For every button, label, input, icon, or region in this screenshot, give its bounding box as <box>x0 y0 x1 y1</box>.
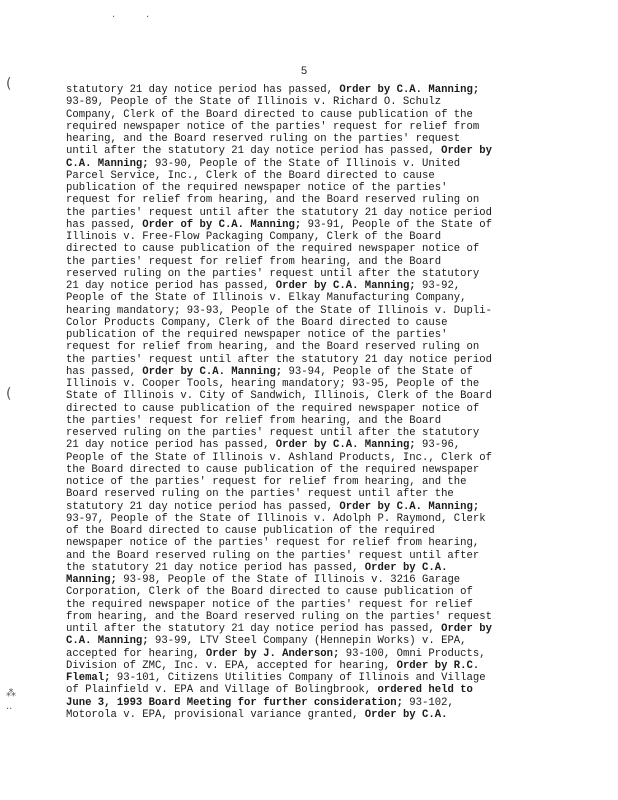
body-text: directed to cause publication of the required newspaper notice of <box>66 243 480 256</box>
order-text: Order by C.A. <box>364 708 448 721</box>
text-line <box>66 145 538 157</box>
text-line <box>66 513 538 525</box>
body-text: hearing, and the Board reserved ruling on the parties' request <box>66 133 461 145</box>
text-line <box>66 403 538 415</box>
body-text: until after the statutory 21 day notice period has passed, <box>66 145 442 158</box>
body-text: the parties' request for relief from hearing, and the Board <box>66 255 442 268</box>
body-text: 93-102, <box>402 696 454 709</box>
body-text: the parties' request until after the statutory 21 day notice period <box>66 206 492 219</box>
order-text: Manning; <box>66 574 117 586</box>
text-line <box>66 366 538 378</box>
text-line <box>66 488 538 500</box>
body-text: request for relief from hearing, and the Board reserved ruling on <box>66 194 480 207</box>
text-line <box>66 427 538 439</box>
text-line <box>66 390 538 402</box>
text-line <box>66 562 538 574</box>
text-line <box>66 476 538 488</box>
text-line <box>66 635 538 647</box>
text-line <box>66 207 538 219</box>
order-text: C.A. Manning; <box>66 157 149 170</box>
body-text: Division of ZMC, Inc. v. EPA, accepted for hearing, <box>66 659 397 672</box>
text-line <box>66 439 538 451</box>
text-line <box>66 648 538 660</box>
text-line <box>66 158 538 170</box>
body-text: 93-96, <box>415 439 461 452</box>
body-text: has passed, <box>66 365 143 378</box>
order-text: Order by C.A. Manning; <box>339 500 480 513</box>
body-text: 93-101, Citizens Utilities Company of Illinois and Village <box>110 672 486 684</box>
text-line <box>66 329 538 341</box>
body-text: required newspaper notice of the parties' request for relief from <box>66 120 480 133</box>
text-line <box>66 537 538 549</box>
order-text: ordered held to <box>377 684 473 697</box>
text-line <box>66 194 538 206</box>
text-line <box>66 378 538 390</box>
body-text: publication of the required newspaper notice of the parties' <box>66 329 448 341</box>
scan-mark: · <box>146 12 150 23</box>
text-line <box>66 84 538 96</box>
body-text: Illinois v. Free-Flow Packaging Company, Clerk of the Board <box>66 231 442 243</box>
text-line <box>66 96 538 108</box>
body-text: reserved ruling on the parties' request until after the statutory <box>66 267 480 280</box>
order-text: Order by C.A. Manning; <box>142 365 283 378</box>
page-number: 5 <box>300 66 308 78</box>
body-text: Corporation, Clerk of the Board directed to cause publication of <box>66 586 473 599</box>
punch-hole-mark: ( <box>6 386 12 402</box>
punch-hole-mark: ( <box>6 76 12 92</box>
body-text: 93-89, People of the State of Illinois v. Richard O. Schulz <box>66 96 442 109</box>
text-line <box>66 268 538 280</box>
text-line <box>66 219 538 231</box>
body-text: accepted for hearing, <box>66 647 206 660</box>
scan-smudge: ·· <box>6 704 13 715</box>
text-line <box>66 231 538 243</box>
text-line <box>66 684 538 696</box>
text-line <box>66 672 538 684</box>
minutes-body-text <box>66 84 538 721</box>
body-text: People of the State of Illinois v. Ashland Products, Inc., Clerk of <box>66 451 492 464</box>
text-line <box>66 574 538 586</box>
text-line <box>66 280 538 292</box>
text-line <box>66 586 538 598</box>
order-text: Flemal; <box>66 672 111 684</box>
body-text: until after the statutory 21 day notice period has passed, <box>66 623 442 635</box>
text-line <box>66 341 538 353</box>
body-text: People of the State of Illinois v. Elkay Manufacturing Company, <box>66 292 467 305</box>
order-text: Order by R.C. <box>396 659 480 672</box>
text-line <box>66 109 538 121</box>
body-text: statutory 21 day notice period has passed, <box>66 84 340 96</box>
text-line <box>66 501 538 513</box>
body-text: of the Board directed to cause publication of the required <box>66 525 435 537</box>
body-text: Company, Clerk of the Board directed to cause publication of the <box>66 108 473 121</box>
body-text: and the Board reserved ruling on the parties' request until after <box>66 549 480 562</box>
text-line <box>66 243 538 255</box>
body-text: 93-97, People of the State of Illinois v. Adolph P. Raymond, Clerk <box>66 512 486 525</box>
text-line <box>66 525 538 537</box>
text-line <box>66 697 538 709</box>
body-text: publication of the required newspaper notice of the parties' <box>66 182 448 194</box>
body-text: State of Illinois v. City of Sandwich, Illinois, Clerk of the Board <box>66 390 492 403</box>
body-text: reserved ruling on the parties' request until after the statutory <box>66 427 480 439</box>
body-text: 93-91, People of the State of <box>301 218 492 231</box>
body-text: Color Products Company, Clerk of the Board directed to cause <box>66 316 448 329</box>
body-text: has passed, <box>66 218 143 231</box>
text-line <box>66 464 538 476</box>
body-text: Board reserved ruling on the parties' request until after the <box>66 488 454 501</box>
text-line <box>66 354 538 366</box>
body-text: of Plainfield v. EPA and Village of Bolingbrook, <box>66 684 378 697</box>
order-text: Order by C.A. <box>364 561 448 574</box>
text-line <box>66 550 538 562</box>
body-text: notice of the parties' request for relief from hearing, and the <box>66 476 467 488</box>
text-line <box>66 133 538 145</box>
body-text: Motorola v. EPA, provisional variance granted, <box>66 708 365 721</box>
body-text: 93-98, People of the State of Illinois v. 3216 Garage <box>116 574 461 586</box>
body-text: Illinois v. Cooper Tools, hearing mandatory; 93-95, People of the <box>66 378 480 390</box>
order-text: Order by C.A. Manning; <box>275 280 416 292</box>
body-text: Parcel Service, Inc., Clerk of the Board directed to cause <box>66 169 435 182</box>
body-text: from hearing, and the Board reserved ruling on the parties' request <box>66 610 492 623</box>
body-text: newspaper notice of the parties' request for relief from hearing, <box>66 537 480 550</box>
text-line <box>66 317 538 329</box>
body-text: 93-99, LTV Steel Company (Hennepin Works) v. EPA, <box>148 635 467 648</box>
body-text: the parties' request until after the statutory 21 day notice period <box>66 353 492 366</box>
body-text: directed to cause publication of the required newspaper notice of <box>66 402 480 415</box>
order-text: Order by C.A. Manning; <box>339 84 480 96</box>
order-text: Order by <box>441 623 492 635</box>
scan-mark: · <box>112 12 116 23</box>
text-line <box>66 709 538 721</box>
body-text: 93-92, <box>415 280 461 292</box>
order-text: June 3, 1993 Board Meeting for further consideration; <box>66 696 403 709</box>
body-text: hearing mandatory; 93-93, People of the State of Illinois v. Dupli- <box>66 304 492 317</box>
body-text: the parties' request for relief from hearing, and the Board <box>66 414 442 427</box>
body-text: 21 day notice period has passed, <box>66 280 276 292</box>
text-line <box>66 256 538 268</box>
order-text: C.A. Manning; <box>66 635 149 648</box>
text-line <box>66 623 538 635</box>
text-line <box>66 452 538 464</box>
text-line <box>66 121 538 133</box>
body-text: statutory 21 day notice period has passed, <box>66 500 340 513</box>
text-line <box>66 599 538 611</box>
text-line <box>66 170 538 182</box>
scan-smudge: ⁂ <box>6 688 16 699</box>
text-line <box>66 182 538 194</box>
body-text: 21 day notice period has passed, <box>66 439 276 452</box>
body-text: 93-94, People of the State of <box>282 365 473 378</box>
body-text: the required newspaper notice of the parties' request for relief <box>66 598 473 611</box>
body-text: request for relief from hearing, and the Board reserved ruling on <box>66 341 480 354</box>
text-line <box>66 292 538 304</box>
text-line <box>66 415 538 427</box>
text-line <box>66 305 538 317</box>
text-line <box>66 611 538 623</box>
order-text: Order by <box>441 145 492 158</box>
body-text: 93-90, People of the State of Illinois v. United <box>148 157 461 170</box>
order-text: Order of by C.A. Manning; <box>142 218 302 231</box>
order-text: Order by J. Anderson; <box>205 647 340 660</box>
order-text: Order by C.A. Manning; <box>275 439 416 452</box>
body-text: 93-100, Omni Products, <box>339 647 486 660</box>
text-line <box>66 660 538 672</box>
body-text: the statutory 21 day notice period has passed, <box>66 561 365 574</box>
body-text: the Board directed to cause publication of the required newspaper <box>66 463 480 476</box>
